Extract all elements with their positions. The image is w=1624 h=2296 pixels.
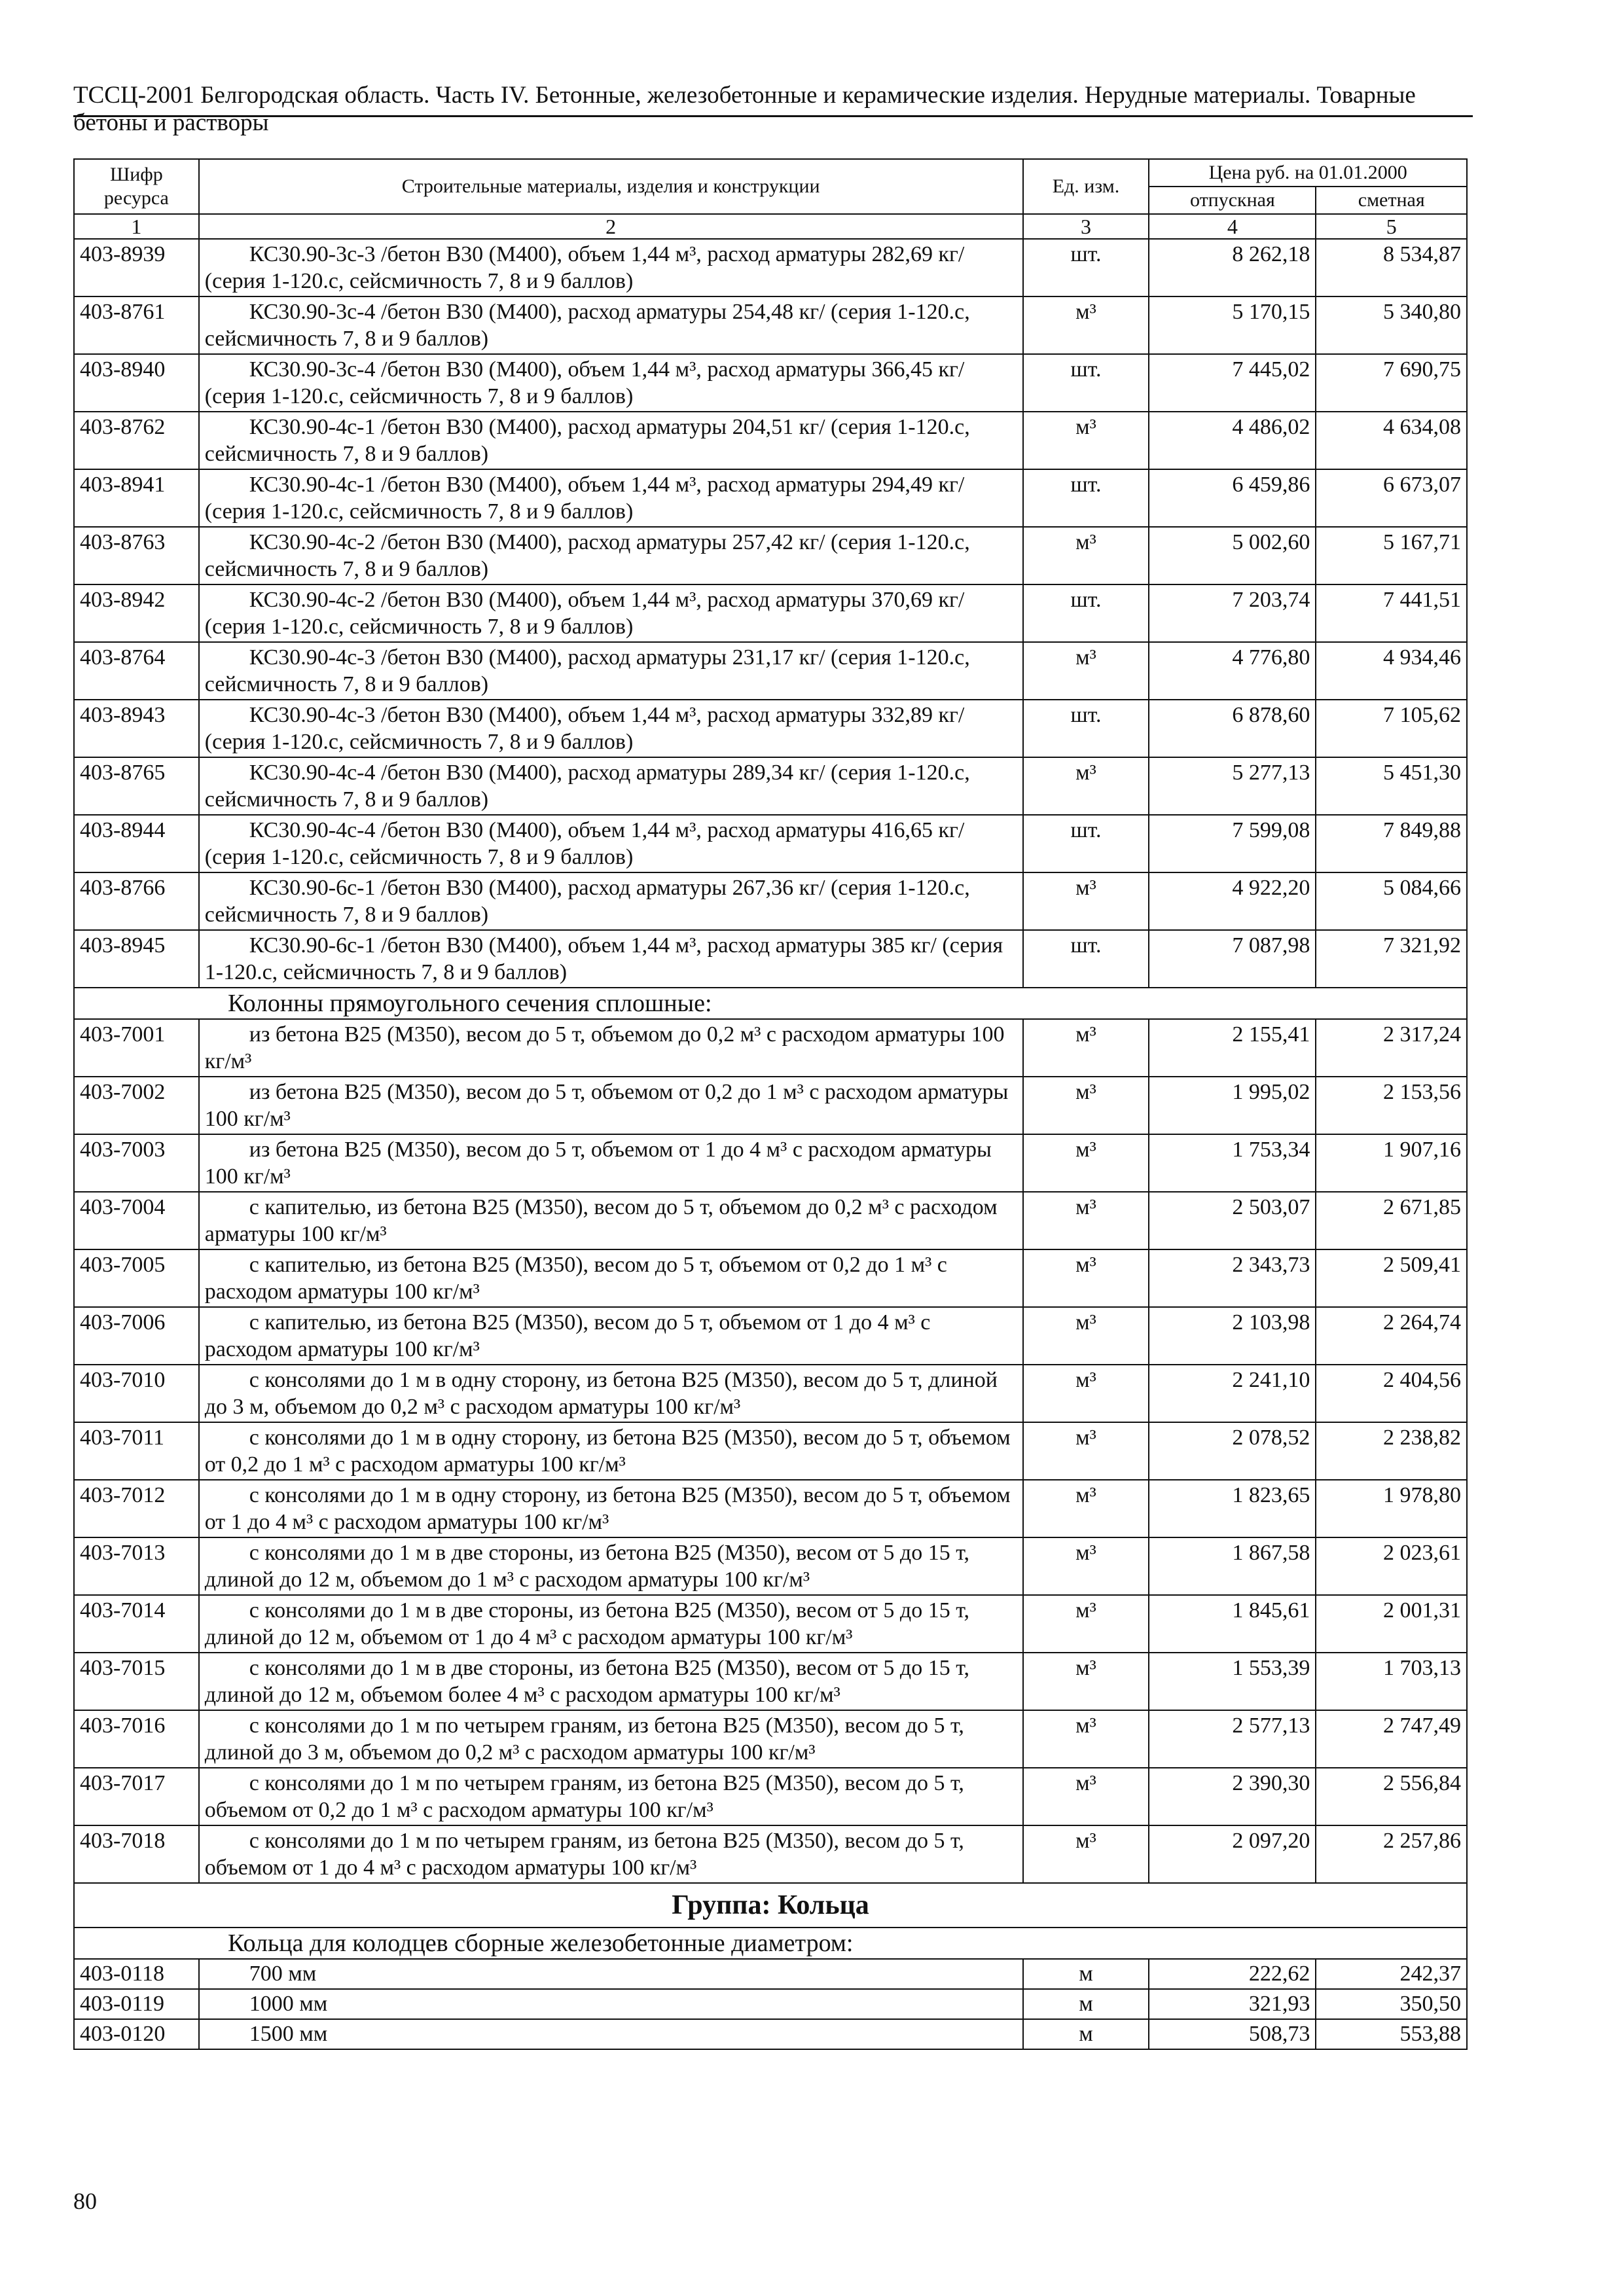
table-row (74, 1825, 1467, 1883)
resource-description: 1000 мм (199, 1989, 1023, 2019)
unit-of-measure: м³ (1023, 1710, 1149, 1768)
table-row (74, 700, 1467, 757)
estimate-price: 6 673,07 (1316, 469, 1467, 527)
column-number: 2 (199, 214, 1023, 239)
estimate-price: 1 703,13 (1316, 1653, 1467, 1710)
resource-description: с консолями до 1 м в одну сторону, из бетона В25 (М350), весом до 5 т, длиной до 3 м, объемом до 0,2 м³ с расходом арматуры 100 кг/м³ (199, 1365, 1023, 1422)
unit-of-measure: м³ (1023, 412, 1149, 469)
document-header-title: ТССЦ-2001 Белгородская область. Часть IV. Бетонные, железобетонные и керамические изделия. Нерудные материалы. Товарные бетоны и растворы (73, 82, 1416, 136)
col-header-release-price: отпускная (1149, 187, 1316, 214)
resource-description: из бетона В25 (М350), весом до 5 т, объемом от 1 до 4 м³ с расходом арматуры 100 кг/м³ (199, 1134, 1023, 1192)
resource-code: 403-8764 (74, 642, 199, 700)
column-number: 5 (1316, 214, 1467, 239)
estimate-price: 4 634,08 (1316, 412, 1467, 469)
estimate-price: 7 321,92 (1316, 930, 1467, 988)
resource-description: КС30.90-3с-3 /бетон В30 (М400), объем 1,44 м³, расход арматуры 282,69 кг/ (серия 1-120.с, сейсмичность 7, 8 и 9 баллов) (199, 239, 1023, 296)
resource-description: КС30.90-4с-4 /бетон В30 (М400), расход арматуры 289,34 кг/ (серия 1-120.с, сейсмичность 7, 8 и 9 баллов) (199, 757, 1023, 815)
resource-description: с капителью, из бетона В25 (М350), весом до 5 т, объемом от 0,2 до 1 м³ с расходом арматуры 100 кг/м³ (199, 1249, 1023, 1307)
unit-of-measure: м³ (1023, 1192, 1149, 1249)
column-number: 3 (1023, 214, 1149, 239)
unit-of-measure: м³ (1023, 757, 1149, 815)
resource-code: 403-7012 (74, 1480, 199, 1537)
unit-of-measure: шт. (1023, 354, 1149, 412)
estimate-price: 2 509,41 (1316, 1249, 1467, 1307)
unit-of-measure: м³ (1023, 296, 1149, 354)
table-row (74, 1422, 1467, 1480)
resource-code: 403-8763 (74, 527, 199, 584)
table-row (74, 527, 1467, 584)
table-head (74, 159, 1467, 214)
release-price: 2 155,41 (1149, 1019, 1316, 1077)
release-price: 4 922,20 (1149, 872, 1316, 930)
table-row (74, 815, 1467, 872)
table-row (74, 412, 1467, 469)
unit-of-measure: м³ (1023, 1480, 1149, 1537)
estimate-price: 2 023,61 (1316, 1537, 1467, 1595)
release-price: 508,73 (1149, 2019, 1316, 2049)
unit-of-measure: м³ (1023, 1422, 1149, 1480)
estimate-price: 242,37 (1316, 1959, 1467, 1989)
column-number: 4 (1149, 214, 1316, 239)
release-price: 1 995,02 (1149, 1077, 1316, 1134)
table-row (74, 1249, 1467, 1307)
resource-code: 403-7003 (74, 1134, 199, 1192)
section-heading-row (74, 1928, 1467, 1959)
table-row (74, 1307, 1467, 1365)
resource-code: 403-7014 (74, 1595, 199, 1653)
resource-code: 403-7011 (74, 1422, 199, 1480)
unit-of-measure: м³ (1023, 872, 1149, 930)
resource-code: 403-8761 (74, 296, 199, 354)
release-price: 2 103,98 (1149, 1307, 1316, 1365)
resource-description: из бетона В25 (М350), весом до 5 т, объемом от 0,2 до 1 м³ с расходом арматуры 100 кг/м³ (199, 1077, 1023, 1134)
resource-description: КС30.90-4с-3 /бетон В30 (М400), объем 1,44 м³, расход арматуры 332,89 кг/ (серия 1-120.с, сейсмичность 7, 8 и 9 баллов) (199, 700, 1023, 757)
estimate-price: 553,88 (1316, 2019, 1467, 2049)
estimate-price: 5 451,30 (1316, 757, 1467, 815)
table-row (74, 930, 1467, 988)
estimate-price: 5 167,71 (1316, 527, 1467, 584)
unit-of-measure: шт. (1023, 584, 1149, 642)
resource-code: 403-7006 (74, 1307, 199, 1365)
resource-description: с консолями до 1 м в две стороны, из бетона В25 (М350), весом от 5 до 15 т, длиной до 12 м, объемом более 4 м³ с расходом арматуры 100 кг/м³ (199, 1653, 1023, 1710)
col-header-description: Строительные материалы, изделия и конструкции (199, 159, 1023, 214)
estimate-price: 2 671,85 (1316, 1192, 1467, 1249)
resource-code: 403-7001 (74, 1019, 199, 1077)
unit-of-measure: м (1023, 2019, 1149, 2049)
table-row (74, 354, 1467, 412)
table-row (74, 1537, 1467, 1595)
unit-of-measure: м³ (1023, 527, 1149, 584)
table-row (74, 1710, 1467, 1768)
table-row (74, 757, 1467, 815)
resource-code: 403-8940 (74, 354, 199, 412)
resource-description: с консолями до 1 м в одну сторону, из бетона В25 (М350), весом до 5 т, объемом от 0,2 до 1 м³ с расходом арматуры 100 кг/м³ (199, 1422, 1023, 1480)
resource-description: с консолями до 1 м в одну сторону, из бетона В25 (М350), весом до 5 т, объемом от 1 до 4 м³ с расходом арматуры 100 кг/м³ (199, 1480, 1023, 1537)
unit-of-measure: м³ (1023, 1537, 1149, 1595)
table-row (74, 1134, 1467, 1192)
resource-description: с капителью, из бетона В25 (М350), весом до 5 т, объемом до 0,2 м³ с расходом арматуры 100 кг/м³ (199, 1192, 1023, 1249)
resource-description: КС30.90-6с-1 /бетон В30 (М400), расход арматуры 267,36 кг/ (серия 1-120.с, сейсмичность 7, 8 и 9 баллов) (199, 872, 1023, 930)
resource-description: КС30.90-4с-2 /бетон В30 (М400), объем 1,44 м³, расход арматуры 370,69 кг/ (серия 1-120.с, сейсмичность 7, 8 и 9 баллов) (199, 584, 1023, 642)
col-header-price-group: Цена руб. на 01.01.2000 (1149, 159, 1467, 187)
unit-of-measure: шт. (1023, 700, 1149, 757)
estimate-price: 4 934,46 (1316, 642, 1467, 700)
estimate-price: 7 690,75 (1316, 354, 1467, 412)
table-row (74, 1192, 1467, 1249)
release-price: 4 486,02 (1149, 412, 1316, 469)
resource-code: 403-0120 (74, 2019, 199, 2049)
resource-description: КС30.90-3с-4 /бетон В30 (М400), объем 1,44 м³, расход арматуры 366,45 кг/ (серия 1-120.с, сейсмичность 7, 8 и 9 баллов) (199, 354, 1023, 412)
estimate-price: 7 441,51 (1316, 584, 1467, 642)
estimate-price: 2 317,24 (1316, 1019, 1467, 1077)
release-price: 7 203,74 (1149, 584, 1316, 642)
estimate-price: 1 907,16 (1316, 1134, 1467, 1192)
price-table (73, 158, 1468, 2050)
table-row (74, 584, 1467, 642)
resource-description: КС30.90-4с-4 /бетон В30 (М400), объем 1,44 м³, расход арматуры 416,65 кг/ (серия 1-120.с, сейсмичность 7, 8 и 9 баллов) (199, 815, 1023, 872)
resource-code: 403-7015 (74, 1653, 199, 1710)
resource-code: 403-0119 (74, 1989, 199, 2019)
col-header-code: Шифр ресурса (74, 159, 199, 214)
release-price: 2 390,30 (1149, 1768, 1316, 1825)
resource-code: 403-7018 (74, 1825, 199, 1883)
estimate-price: 8 534,87 (1316, 239, 1467, 296)
unit-of-measure: м³ (1023, 1134, 1149, 1192)
estimate-price: 2 238,82 (1316, 1422, 1467, 1480)
release-price: 321,93 (1149, 1989, 1316, 2019)
release-price: 5 277,13 (1149, 757, 1316, 815)
resource-code: 403-8766 (74, 872, 199, 930)
resource-code: 403-8945 (74, 930, 199, 988)
table-row (74, 239, 1467, 296)
estimate-price: 2 404,56 (1316, 1365, 1467, 1422)
release-price: 1 753,34 (1149, 1134, 1316, 1192)
resource-code: 403-7013 (74, 1537, 199, 1595)
table-row (74, 1989, 1467, 2019)
resource-description: КС30.90-4с-3 /бетон В30 (М400), расход арматуры 231,17 кг/ (серия 1-120.с, сейсмичность 7, 8 и 9 баллов) (199, 642, 1023, 700)
estimate-price: 5 340,80 (1316, 296, 1467, 354)
unit-of-measure: м³ (1023, 1595, 1149, 1653)
release-price: 4 776,80 (1149, 642, 1316, 700)
unit-of-measure: м³ (1023, 1825, 1149, 1883)
unit-of-measure: м (1023, 1959, 1149, 1989)
table-row (74, 296, 1467, 354)
estimate-price: 2 257,86 (1316, 1825, 1467, 1883)
resource-description: с консолями до 1 м по четырем граням, из бетона В25 (М350), весом до 5 т, объемом от 0,2 до 1 м³ с расходом арматуры 100 кг/м³ (199, 1768, 1023, 1825)
release-price: 1 867,58 (1149, 1537, 1316, 1595)
resource-description: КС30.90-4с-2 /бетон В30 (М400), расход арматуры 257,42 кг/ (серия 1-120.с, сейсмичность 7, 8 и 9 баллов) (199, 527, 1023, 584)
resource-description: 1500 мм (199, 2019, 1023, 2049)
table-row (74, 1077, 1467, 1134)
resource-description: с консолями до 1 м по четырем граням, из бетона В25 (М350), весом до 5 т, длиной до 3 м, объемом до 0,2 м³ с расходом арматуры 100 кг/м³ (199, 1710, 1023, 1768)
release-price: 6 459,86 (1149, 469, 1316, 527)
table-row (74, 1653, 1467, 1710)
resource-code: 403-7016 (74, 1710, 199, 1768)
release-price: 5 002,60 (1149, 527, 1316, 584)
estimate-price: 1 978,80 (1316, 1480, 1467, 1537)
release-price: 1 823,65 (1149, 1480, 1316, 1537)
resource-code: 403-8765 (74, 757, 199, 815)
table-row (74, 1768, 1467, 1825)
resource-code: 403-8941 (74, 469, 199, 527)
section-heading: Кольца для колодцев сборные железобетонные диаметром: (74, 1928, 1467, 1959)
resource-code: 403-7010 (74, 1365, 199, 1422)
resource-description: с капителью, из бетона В25 (М350), весом до 5 т, объемом от 1 до 4 м³ с расходом арматуры 100 кг/м³ (199, 1307, 1023, 1365)
release-price: 5 170,15 (1149, 296, 1316, 354)
table-row (74, 1959, 1467, 1989)
resource-description: из бетона В25 (М350), весом до 5 т, объемом до 0,2 м³ с расходом арматуры 100 кг/м³ (199, 1019, 1023, 1077)
column-number-row (74, 214, 1467, 239)
unit-of-measure: м³ (1023, 1249, 1149, 1307)
table-row (74, 872, 1467, 930)
estimate-price: 7 849,88 (1316, 815, 1467, 872)
unit-of-measure: м³ (1023, 1019, 1149, 1077)
table-row (74, 2019, 1467, 2049)
unit-of-measure: м³ (1023, 1365, 1149, 1422)
table-row (74, 469, 1467, 527)
col-header-estimate-price: сметная (1316, 187, 1467, 214)
resource-description: с консолями до 1 м по четырем граням, из бетона В25 (М350), весом до 5 т, объемом от 1 до 4 м³ с расходом арматуры 100 кг/м³ (199, 1825, 1023, 1883)
estimate-price: 2 556,84 (1316, 1768, 1467, 1825)
resource-code: 403-7017 (74, 1768, 199, 1825)
table-row (74, 1480, 1467, 1537)
release-price: 1 553,39 (1149, 1653, 1316, 1710)
release-price: 2 097,20 (1149, 1825, 1316, 1883)
table-body (74, 214, 1467, 2049)
unit-of-measure: м³ (1023, 642, 1149, 700)
resource-description: КС30.90-4с-1 /бетон В30 (М400), расход арматуры 204,51 кг/ (серия 1-120.с, сейсмичность 7, 8 и 9 баллов) (199, 412, 1023, 469)
resource-description: 700 мм (199, 1959, 1023, 1989)
release-price: 2 503,07 (1149, 1192, 1316, 1249)
unit-of-measure: шт. (1023, 239, 1149, 296)
release-price: 222,62 (1149, 1959, 1316, 1989)
estimate-price: 2 001,31 (1316, 1595, 1467, 1653)
resource-code: 403-8944 (74, 815, 199, 872)
table-row (74, 1365, 1467, 1422)
unit-of-measure: м³ (1023, 1653, 1149, 1710)
release-price: 8 262,18 (1149, 239, 1316, 296)
resource-code: 403-8762 (74, 412, 199, 469)
resource-code: 403-7004 (74, 1192, 199, 1249)
table-row (74, 1595, 1467, 1653)
resource-description: КС30.90-6с-1 /бетон В30 (М400), объем 1,44 м³, расход арматуры 385 кг/ (серия 1-120.с, сейсмичность 7, 8 и 9 баллов) (199, 930, 1023, 988)
page-number: 80 (73, 2188, 97, 2214)
header-rule (73, 115, 1473, 117)
estimate-price: 2 153,56 (1316, 1077, 1467, 1134)
release-price: 2 078,52 (1149, 1422, 1316, 1480)
section-heading: Колонны прямоугольного сечения сплошные: (74, 988, 1467, 1019)
release-price: 7 599,08 (1149, 815, 1316, 872)
column-number: 1 (74, 214, 199, 239)
estimate-price: 350,50 (1316, 1989, 1467, 2019)
release-price: 7 087,98 (1149, 930, 1316, 988)
group-heading: Группа: Кольца (74, 1883, 1467, 1928)
release-price: 2 343,73 (1149, 1249, 1316, 1307)
col-header-unit: Ед. изм. (1023, 159, 1149, 214)
unit-of-measure: шт. (1023, 815, 1149, 872)
unit-of-measure: м³ (1023, 1307, 1149, 1365)
release-price: 7 445,02 (1149, 354, 1316, 412)
unit-of-measure: м³ (1023, 1077, 1149, 1134)
resource-code: 403-8942 (74, 584, 199, 642)
resource-code: 403-8939 (74, 239, 199, 296)
resource-description: с консолями до 1 м в две стороны, из бетона В25 (М350), весом от 5 до 15 т, длиной до 12 м, объемом от 1 до 4 м³ с расходом арматуры 100 кг/м³ (199, 1595, 1023, 1653)
estimate-price: 7 105,62 (1316, 700, 1467, 757)
table-row (74, 642, 1467, 700)
table-row (74, 1019, 1467, 1077)
unit-of-measure: м (1023, 1989, 1149, 2019)
resource-code: 403-7002 (74, 1077, 199, 1134)
estimate-price: 2 747,49 (1316, 1710, 1467, 1768)
unit-of-measure: шт. (1023, 469, 1149, 527)
release-price: 1 845,61 (1149, 1595, 1316, 1653)
resource-description: КС30.90-4с-1 /бетон В30 (М400), объем 1,44 м³, расход арматуры 294,49 кг/ (серия 1-120.с, сейсмичность 7, 8 и 9 баллов) (199, 469, 1023, 527)
resource-description: с консолями до 1 м в две стороны, из бетона В25 (М350), весом от 5 до 15 т, длиной до 12 м, объемом до 1 м³ с расходом арматуры 100 кг/м³ (199, 1537, 1023, 1595)
estimate-price: 2 264,74 (1316, 1307, 1467, 1365)
resource-code: 403-0118 (74, 1959, 199, 1989)
group-heading-row (74, 1883, 1467, 1928)
release-price: 6 878,60 (1149, 700, 1316, 757)
unit-of-measure: шт. (1023, 930, 1149, 988)
resource-code: 403-8943 (74, 700, 199, 757)
release-price: 2 241,10 (1149, 1365, 1316, 1422)
section-heading-row (74, 988, 1467, 1019)
estimate-price: 5 084,66 (1316, 872, 1467, 930)
unit-of-measure: м³ (1023, 1768, 1149, 1825)
release-price: 2 577,13 (1149, 1710, 1316, 1768)
resource-description: КС30.90-3с-4 /бетон В30 (М400), расход арматуры 254,48 кг/ (серия 1-120.с, сейсмичность 7, 8 и 9 баллов) (199, 296, 1023, 354)
resource-code: 403-7005 (74, 1249, 199, 1307)
